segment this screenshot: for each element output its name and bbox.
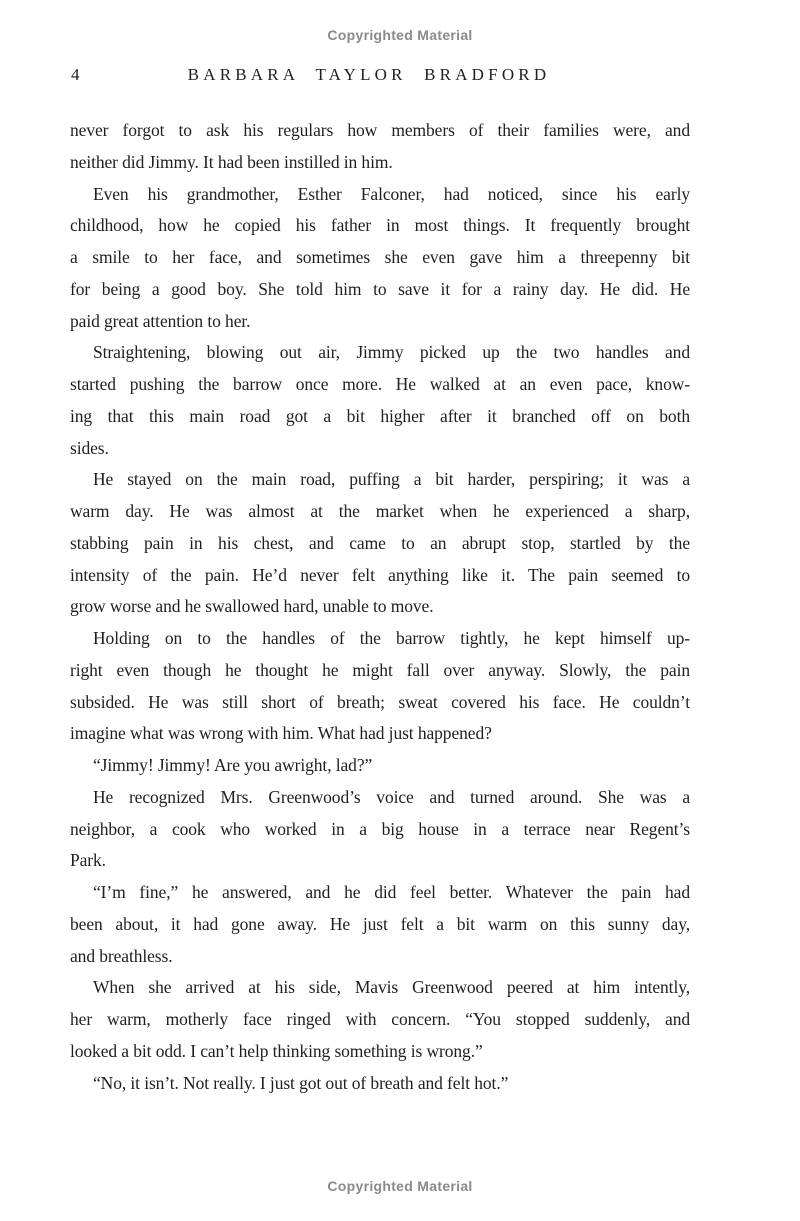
running-head-author: BARBARA TAYLOR BRADFORD xyxy=(187,65,551,84)
text-line: subsided. He was still short of breath; sweat covered his face. He couldn’t xyxy=(70,691,690,712)
text-line: right even though he thought he might fall over anyway. Slowly, the pain xyxy=(70,659,690,680)
text-line: intensity of the pain. He’d never felt anything like it. The pain seemed to xyxy=(70,564,690,585)
text-line: He stayed on the main road, puffing a bit harder, perspiring; it was a xyxy=(93,469,690,490)
text-line: When she arrived at his side, Mavis Greenwood peered at him intently, xyxy=(93,977,690,998)
text-line: Straightening, blowing out air, Jimmy picked up the two handles and xyxy=(93,342,690,363)
text-line: been about, it had gone away. He just felt a bit warm on this sunny day, xyxy=(70,913,690,934)
copyright-watermark-top: Copyrighted Material xyxy=(327,27,473,43)
text-line: never forgot to ask his regulars how members of their families were, and xyxy=(70,120,690,140)
page-number: 4 xyxy=(71,65,80,84)
text-line: Park. xyxy=(70,850,106,871)
text-line: for being a good boy. She told him to save it for a rainy day. He did. He xyxy=(70,278,690,299)
text-line: her warm, motherly face ringed with concern. “You stopped suddenly, and xyxy=(70,1009,690,1029)
text-line: warm day. He was almost at the market when he experienced a sharp, xyxy=(70,501,690,521)
text-line: grow worse and he swallowed hard, unable to move. xyxy=(70,596,434,617)
text-line: “Jimmy! Jimmy! Are you awright, lad?” xyxy=(93,755,373,775)
text-line: sides. xyxy=(70,437,109,458)
text-line: paid great attention to her. xyxy=(70,310,251,331)
book-text xyxy=(70,115,690,1099)
page-header xyxy=(70,63,690,87)
copyright-watermark-bottom: Copyrighted Material xyxy=(327,1178,473,1194)
text-line: started pushing the barrow once more. He walked at an even pace, know- xyxy=(70,374,690,394)
text-line: looked a bit odd. I can’t help thinking something is wrong.” xyxy=(70,1040,483,1061)
text-line: He recognized Mrs. Greenwood’s voice and turned around. She was a xyxy=(93,786,690,807)
text-line: a smile to her face, and sometimes she even gave him a threepenny bit xyxy=(70,247,690,267)
text-line: “No, it isn’t. Not really. I just got out of breath and felt hot.” xyxy=(93,1072,509,1093)
text-line: “I’m fine,” he answered, and he did feel better. Whatever the pain had xyxy=(93,882,690,902)
text-line: stabbing pain in his chest, and came to an abrupt stop, startled by the xyxy=(70,532,690,553)
text-line: neighbor, a cook who worked in a big house in a terrace near Regent’s xyxy=(70,818,690,839)
text-line: Holding on to the handles of the barrow tightly, he kept himself up- xyxy=(93,628,690,648)
text-line: ing that this main road got a bit higher after it branched off on both xyxy=(70,405,690,426)
text-line: Even his grandmother, Esther Falconer, had noticed, since his early xyxy=(93,183,690,204)
text-line: imagine what was wrong with him. What had just happened? xyxy=(70,723,492,744)
text-line: neither did Jimmy. It had been instilled in him. xyxy=(70,151,393,172)
text-line: and breathless. xyxy=(70,945,173,966)
text-line: childhood, how he copied his father in most things. It frequently brought xyxy=(70,215,690,236)
